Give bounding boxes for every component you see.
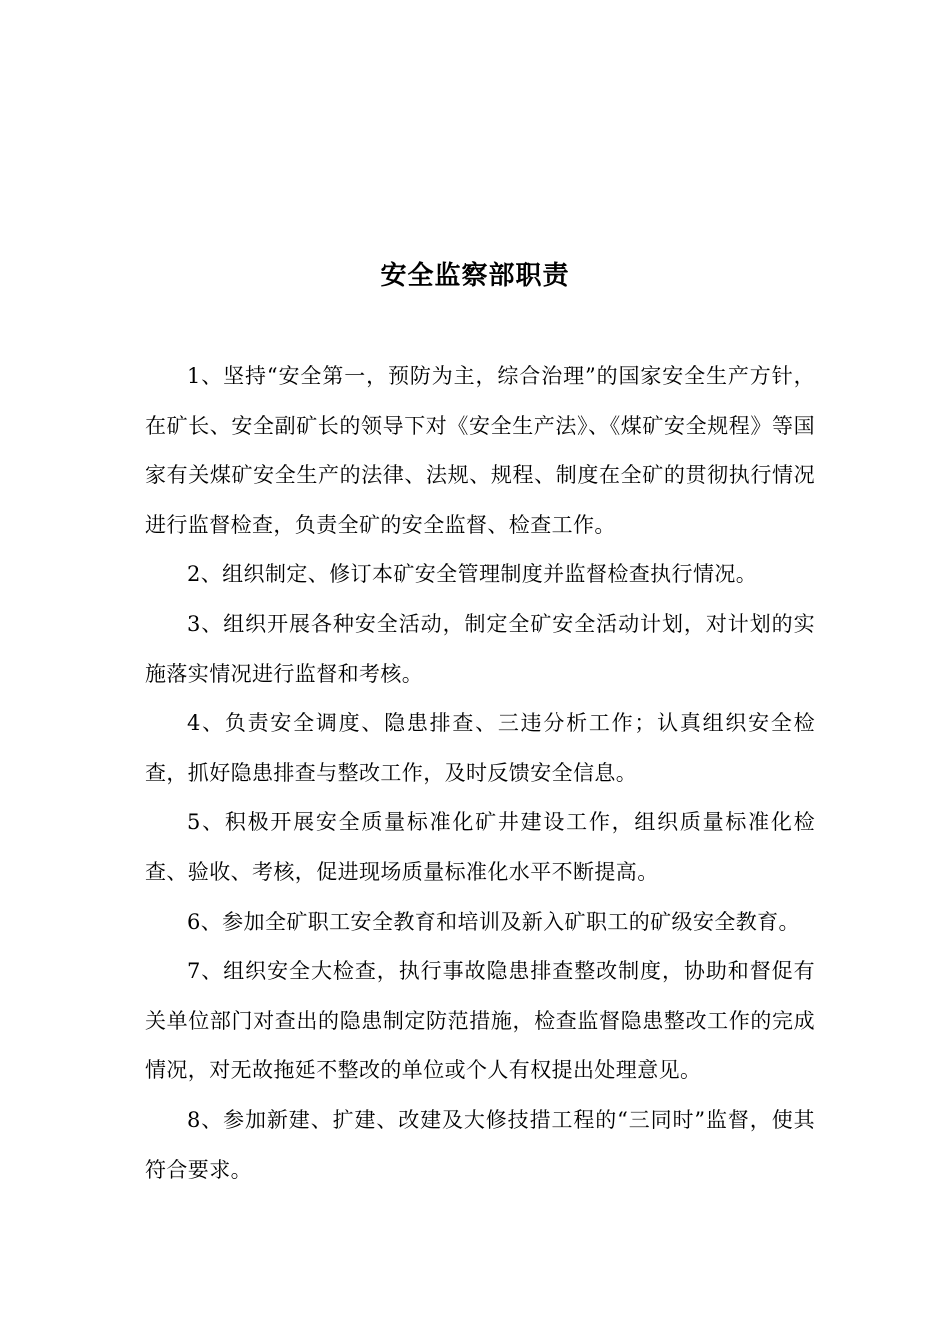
duty-item-4: 4、负责安全调度、隐患排查、三违分析工作；认真组织安全检查，抓好隐患排查与整改工作，及时反馈安全信息。 [145,711,815,785]
duty-item-7: 7、组织安全大检查，执行事故隐患排查整改制度，协助和督促有关单位部门对查出的隐患制定防范措施，检查监督隐患整改工作的完成情况，对无故拖延不整改的单位或个人有权提出处理意见。 [145,959,815,1083]
duty-item-8: 8、参加新建、扩建、改建及大修技措工程的“三同时”监督，使其符合要求。 [145,1107,815,1182]
duty-item-1: 1、坚持“安全第一，预防为主，综合治理”的国家安全生产方针，在矿长、安全副矿长的领导下对《安全生产法》、《煤矿安全规程》等国家有关煤矿安全生产的法律、法规、规程、制度在全矿的贯彻执行情况进行监督检查，负责全矿的安全监督、检查工作。 [145,364,815,537]
duty-item-3: 3、组织开展各种安全活动，制定全矿安全活动计划，对计划的实施落实情况进行监督和考核。 [145,611,815,686]
duty-item-2: 2、组织制定、修订本矿安全管理制度并监督检查执行情况。 [187,562,758,587]
document-body [145,352,815,1195]
document-title: 安全监察部职责 [380,261,570,291]
duty-item-6: 6、参加全矿职工安全教育和培训及新入矿职工的矿级安全教育。 [187,909,800,934]
duty-item-5: 5、积极开展安全质量标准化矿井建设工作，组织质量标准化检查、验收、考核，促进现场质量标准化水平不断提高。 [145,810,815,884]
